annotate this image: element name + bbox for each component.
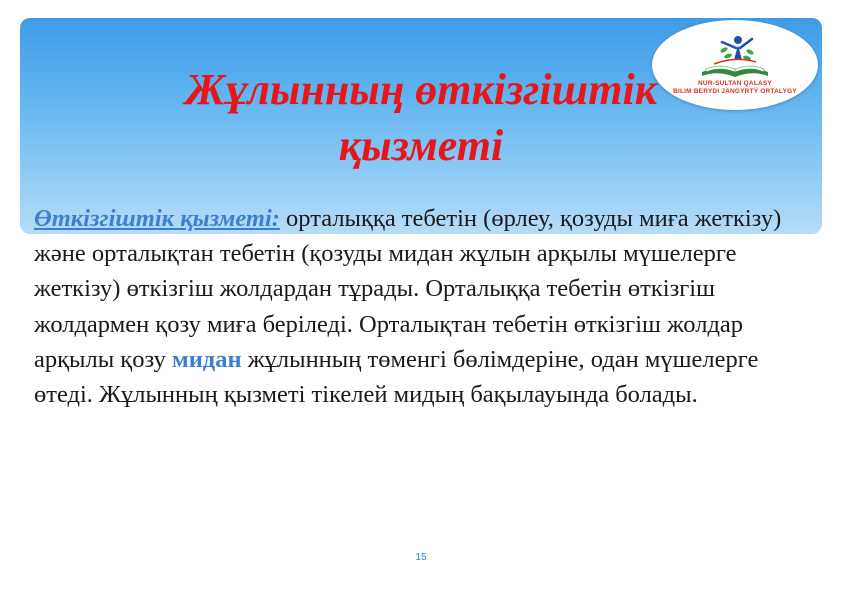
page-number: 15 xyxy=(415,552,427,563)
highlighted-word: мидан xyxy=(172,345,242,373)
book-with-figure-logo-icon xyxy=(652,20,818,110)
paragraph-text-part1: орталыққа тебетін (өрлеу, қозуды миға жеткізу) және орталықтан тебетін (қозуды мидан жұлын арқылы мүшелерге жеткізу) өткізгіш жолдардан тұрады. Орталыққа тебетін өткізгіш жолдармен қозу миға беріледі. Орталықтан тебетін өткізгіш жолдар арқылы қозу xyxy=(34,205,782,373)
term-label: Өткізгіштік қызметі: xyxy=(34,205,280,232)
slide-title-line2: қызметі xyxy=(338,121,504,170)
organization-logo xyxy=(652,20,818,110)
slide-title-line1: Жұлынның өткізгіштік xyxy=(184,65,658,114)
body-paragraph xyxy=(34,201,819,412)
logo-text-line2: BILIM BERYDI JANGYRTÝ ORTALYGY xyxy=(673,88,797,95)
paragraph-text-part2: жұлынның төменгі бөлімдеріне, одан мүшелерге өтеді. Жұлынның қызметі тікелей мидың бақылауында болады. xyxy=(34,345,759,409)
logo-text-line1: NUR-SULTAN QALASY xyxy=(698,80,772,87)
